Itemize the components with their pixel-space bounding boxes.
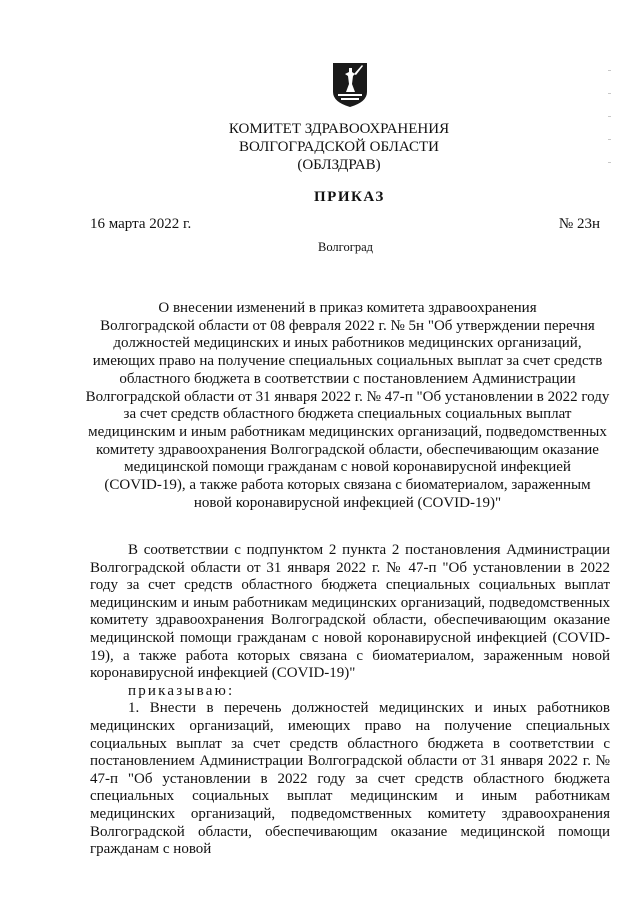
organization-name <box>0 120 640 174</box>
order-body <box>90 542 610 859</box>
document-title: ПРИКАЗ <box>314 189 385 205</box>
subject-line: медицинским и иным работникам медицинских организаций, подведомственных <box>88 423 607 440</box>
org-line-2: ВОЛГОГРАДСКОЙ ОБЛАСТИ <box>239 139 439 155</box>
subject-line: имеющих право на получение специальных социальных выплат за счет средств <box>92 353 603 370</box>
subject-line: должностей медицинских и иных работников медицинских организаций, <box>113 335 582 352</box>
preamble-paragraph: В соответствии с подпунктом 2 пункта 2 постановления Администрации Волгоградской области от 31 января 2022 г. № 47-п "Об установлении в 2022 году за счет средств областного бюджета специальных социальных выплат медицинским и иным работникам медицинских организаций, подведомственных комитету здравоохранения Волгоградской области, обеспечивающим оказание медицинской помощи гражданам с новой коронавирусной инфекцией (COVID-19), а также работа которых связана с биоматериалом, зараженным новой коронавирусной инфекцией (COVID-19)" <box>90 542 610 682</box>
subject-line: областного бюджета в соответствии с постановлением Администрации <box>119 370 576 387</box>
subject-line: Волгоградской области от 31 января 2022 г. № 47-п "Об установлении в 2022 году <box>85 388 610 405</box>
subject-line: комитету здравоохранения Волгоградской области, обеспечивающим оказание <box>96 441 599 458</box>
scan-mark <box>608 70 611 71</box>
order-city: Волгоград <box>318 240 374 254</box>
scan-mark <box>608 162 611 163</box>
subject-line: Волгоградской области от 08 февраля 2022 г. № 5н "Об утверждении перечня <box>100 317 595 334</box>
subject-line: (COVID-19), а также работа которых связана с биоматериалом, зараженным <box>104 477 591 494</box>
scan-mark <box>608 139 611 140</box>
scan-margin-marks <box>608 70 614 230</box>
subject-line: медицинской помощи гражданам с новой коронавирусной инфекцией <box>124 459 571 476</box>
order-number: № 23н <box>558 216 600 232</box>
subject-line: за счет средств областного бюджета специальных социальных выплат <box>123 406 572 423</box>
scan-mark <box>608 93 611 94</box>
clause-1-paragraph: 1. Внести в перечень должностей медицинских и иных работников медицинских организаций, имеющих право на получение специальных социальных выплат за счет средств областного бюджета в соответствии с постановлением Администрации Волгоградской области от 31 января 2022 г. № 47-п "Об установлении в 2022 году за счет средств областного бюджета специальных социальных выплат медицинским и иным работникам медицинских организаций, подведомственных комитету здравоохранения Волгоградской области, обеспечивающим оказание медицинской помощи гражданам с новой <box>90 700 610 858</box>
subject-line: О внесении изменений в приказ комитета здравоохранения <box>158 300 537 316</box>
scan-mark <box>608 116 611 117</box>
subject-line: новой коронавирусной инфекцией (COVID-19)" <box>193 494 502 511</box>
org-line-1: КОМИТЕТ ЗДРАВООХРАНЕНИЯ <box>228 121 450 137</box>
order-date: 16 марта 2022 г. <box>90 216 192 232</box>
volgograd-coat-of-arms-icon <box>332 62 368 108</box>
org-line-3: (ОБЛЗДРАВ) <box>297 157 381 173</box>
order-subject <box>85 300 610 512</box>
order-word: приказываю: <box>128 682 235 699</box>
